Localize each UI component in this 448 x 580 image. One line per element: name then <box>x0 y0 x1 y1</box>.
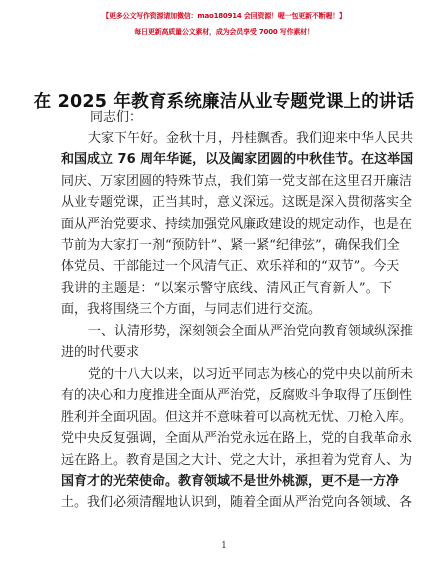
paragraph-line: 党的十八大以来，以习近平同志为核心的党中央以前所未 <box>88 367 414 382</box>
promo-banner-line-2: 每日更新高质量公文素材，成为会员享受 7000 写作素材！ <box>134 28 314 36</box>
section-heading-line: 一、认清形势，深刻领会全面从严治党向教育领域纵深推 <box>88 324 414 339</box>
paragraph-line: 胜利并全面巩固。但这并不意味着可以高枕无忧、刀枪入库。 <box>61 409 413 425</box>
greeting: 同志们： <box>90 110 143 125</box>
paragraph-line: 大家下午好。金秋十月，丹桂飘香。我们迎来中华人民共 <box>88 131 414 146</box>
paragraph-line: 面，我将围绕三个方面，与同志们进行交流。 <box>61 302 322 318</box>
paragraph-line: 和国成立 76 周年华诞，以及阖家团圆的中秋佳节。在这举国 <box>61 152 414 168</box>
section-heading <box>61 321 414 364</box>
paragraph-line: 远在路上。教育是国之大计、党之大计，承担着为党育人、为 <box>61 452 413 468</box>
paragraph-line: 体党员、干部能过一个风清气正、欢乐祥和的“双节”。今天 <box>61 259 400 275</box>
paragraph-line: 党中央反复强调，全面从严治党永远在路上，党的自我革命永 <box>61 431 413 447</box>
page-number: 1 <box>221 541 227 551</box>
paragraph-line: 土。我们必须清醒地认识到，随着全面从严治党向各领域、各 <box>61 495 413 511</box>
paragraph-line: 同庆、万家团圆的特殊节点，我们第一党支部在这里召开廉洁 <box>61 173 413 189</box>
paragraph-1 <box>61 128 414 321</box>
paragraph-line: 节前为大家打一剂“预防针”、紧一紧“纪律弦”，确保我们全 <box>61 237 400 253</box>
paragraph-line: 国育才的光荣使命。教育领域不是世外桃源，更不是一方净 <box>61 473 400 489</box>
paragraph-line: 我讲的主题是：“以案示警守底线、清风正气育新人”。下 <box>61 280 392 296</box>
document-title: 在 2025 年教育系统廉洁从业专题党课上的讲话 <box>33 92 415 112</box>
promo-banner-line-1: 【更多公文写作资源请加微信：mao180914 会回资源！喔一包更新不断喔！】 <box>102 12 346 20</box>
section-heading-line: 进的时代要求 <box>61 345 140 361</box>
paragraph-line: 从业专题党课，正当其时，意义深远。这既是深入贯彻落实全 <box>61 195 413 211</box>
paragraph-2 <box>61 364 414 514</box>
paragraph-line: 有的决心和力度推进全面从严治党，反腐败斗争取得了压倒性 <box>61 388 413 404</box>
paragraph-line: 面从严治党要求、持续加强党风廉政建设的规定动作，也是在 <box>61 216 413 232</box>
